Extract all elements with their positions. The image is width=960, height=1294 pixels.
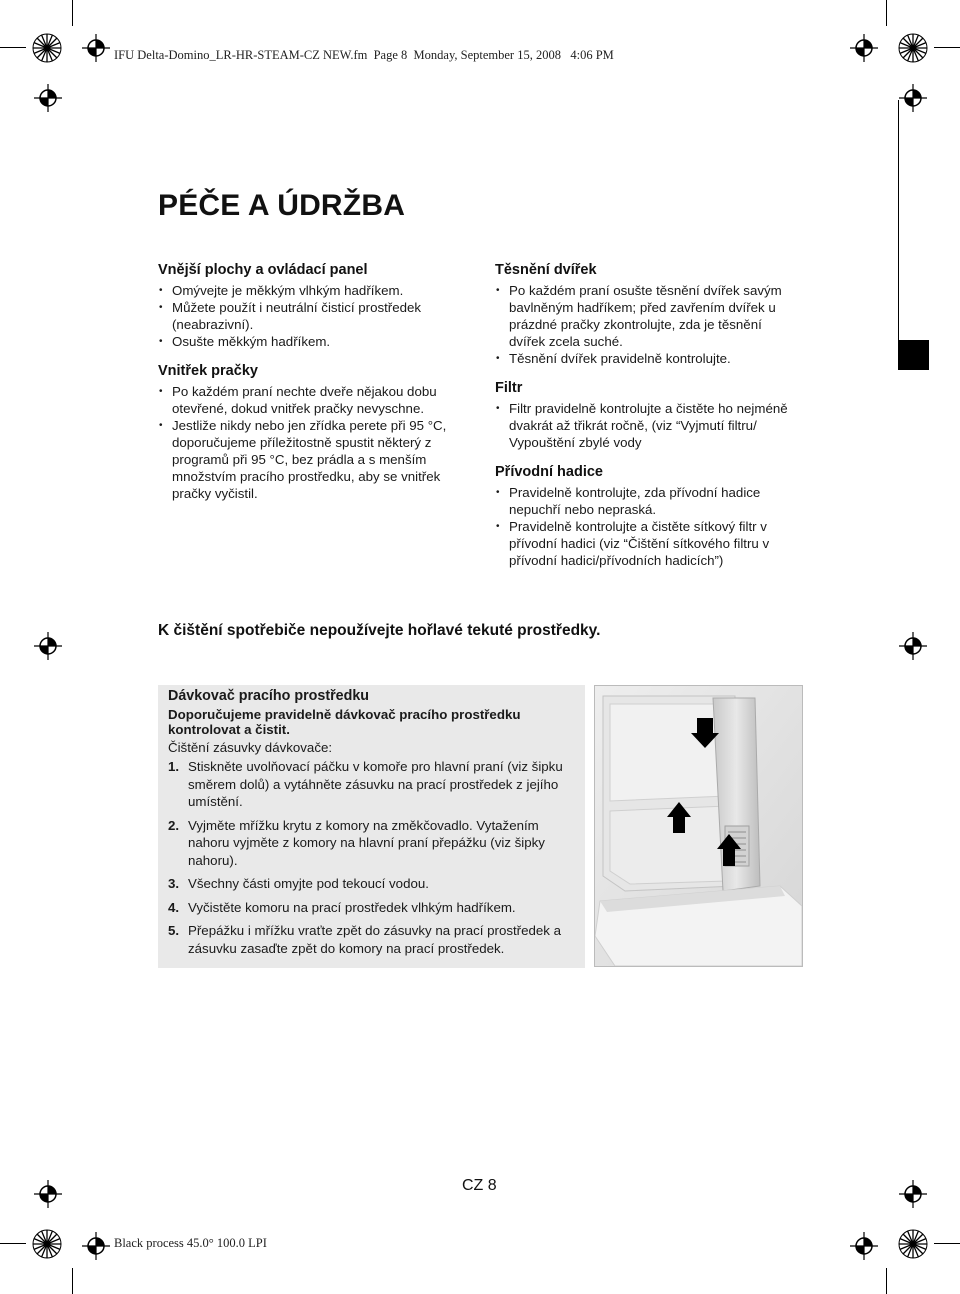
section-heading: Filtr <box>495 380 523 396</box>
slug-file: IFU Delta-Domino_LR-HR-STEAM-CZ NEW.fm <box>114 48 368 62</box>
step-number: 3. <box>168 876 180 891</box>
list-item: • Po každém praní osušte těsnění dvířek savým bavlněným hadříkem; před zavřením dvířek u prázdné pračky zkontrolujte, zda je těsnění dvířek zcela suché. <box>495 282 795 350</box>
step-number: 2. <box>168 817 180 833</box>
list-item: • Můžete použít i neutrální čisticí prostředek (neabrazivní). <box>158 299 476 333</box>
bullet-list <box>495 400 795 451</box>
registration-star-icon <box>32 1229 62 1259</box>
step-text: Všechny části omyjte pod tekoucí vodou. <box>188 876 429 891</box>
crop-mark <box>886 1268 887 1294</box>
crop-mark <box>934 1243 960 1244</box>
registration-mark-icon <box>850 1232 878 1260</box>
step-item <box>168 875 575 893</box>
list-item: • Pravidelně kontrolujte, zda přívodní hadice nepuchří nebo nepraská. <box>495 484 795 518</box>
warning-text: K čištění spotřebiče nepoužívejte hořlavé tekuté prostředky. <box>158 622 601 639</box>
bullet-list <box>158 282 476 350</box>
crop-mark <box>0 1243 26 1244</box>
registration-mark-icon <box>82 34 110 62</box>
left-column <box>158 262 476 515</box>
step-number: 5. <box>168 923 180 938</box>
dispenser-intro: Čištění zásuvky dávkovače: <box>168 739 333 755</box>
section-heading: Přívodní hadice <box>495 464 603 480</box>
list-item: • Jestliže nikdy nebo jen zřídka perete při 95 °C, doporučujeme příležitostně spustit některý z programů při 95 °C, bez prádla a s menším množstvím pracího prostředku, aby se vnitřek pračky vyčistil. <box>158 417 476 502</box>
slug-time: 4:06 PM <box>570 48 614 62</box>
crop-mark <box>72 1268 73 1294</box>
crop-mark <box>72 0 73 26</box>
page-title: PÉČE A ÚDRŽBA <box>158 189 406 222</box>
registration-star-icon <box>32 33 62 63</box>
step-text: Vyčistěte komoru na prací prostředek vlhkým hadříkem. <box>188 899 516 915</box>
steps-list <box>168 758 575 957</box>
registration-mark-icon <box>899 632 927 660</box>
print-slug-top <box>114 48 614 63</box>
dispenser-drawer-photo <box>594 685 803 967</box>
step-text: Vyjměte mřížku krytu z komory na změkčovadlo. Vytažením nahoru vyjměte z komory na hlavní praní přepážku (viz šipky nahoru). <box>188 817 545 868</box>
section-heading: Těsnění dvířek <box>495 262 597 278</box>
registration-star-icon <box>898 33 928 63</box>
registration-mark-icon <box>34 84 62 112</box>
step-text: Stiskněte uvolňovací páčku v komoře pro hlavní praní (viz šipku směrem dolů) a vytáhněte zásuvku na prací prostředek z jejího umístění. <box>188 759 563 809</box>
crop-mark <box>886 0 887 26</box>
crop-mark <box>0 47 26 48</box>
step-number: 1. <box>168 759 180 774</box>
dispenser-heading: Dávkovač pracího prostředku <box>168 688 370 704</box>
registration-mark-icon <box>899 1180 927 1208</box>
list-item: • Těsnění dvířek pravidelně kontrolujte. <box>495 350 795 367</box>
slug-date: Monday, September 15, 2008 <box>413 48 561 62</box>
step-number: 4. <box>168 899 180 915</box>
list-item: • Osušte měkkým hadříkem. <box>158 333 476 350</box>
list-item: • Omývejte je měkkým vlhkým hadříkem. <box>158 282 476 299</box>
registration-mark-icon <box>850 34 878 62</box>
bullet-list <box>158 383 476 502</box>
step-item <box>168 899 575 917</box>
list-item: • Pravidelně kontrolujte a čistěte sítkový filtr v přívodní hadici (viz “Čištění sítkového filtru v přívodní hadici/přívodních hadicích”) <box>495 518 795 569</box>
registration-mark-icon <box>34 632 62 660</box>
bullet-list <box>495 282 795 367</box>
step-item <box>168 758 575 811</box>
step-item <box>168 922 575 957</box>
step-item <box>168 817 575 870</box>
registration-star-icon <box>898 1229 928 1259</box>
bullet-list <box>495 484 795 569</box>
page-number: CZ 8 <box>462 1177 497 1194</box>
registration-mark-icon <box>82 1232 110 1260</box>
dispenser-subheading: Doporučujeme pravidelně dávkovač pracího prostředku kontrolovat a čistit. <box>168 706 521 737</box>
step-text: Přepážku i mřížku vraťte zpět do zásuvky na prací prostředek a zásuvku zasaďte zpět do komory na prací prostředek. <box>188 923 562 956</box>
section-heading: Vnější plochy a ovládací panel <box>158 262 368 278</box>
section-heading: Vnitřek pračky <box>158 363 258 379</box>
right-column <box>495 262 795 582</box>
list-item: • Po každém praní nechte dveře nějakou dobu otevřené, dokud vnitřek pračky nevyschne. <box>158 383 476 417</box>
slug-page: Page 8 <box>373 48 408 62</box>
side-tab-marker <box>898 340 929 370</box>
crop-mark <box>934 47 960 48</box>
print-slug-bottom: Black process 45.0° 100.0 LPI <box>114 1236 267 1250</box>
list-item: • Filtr pravidelně kontrolujte a čistěte ho nejméně dvakrát až třikrát ročně, (viz “Vyjmutí filtru/ Vypouštění zbylé vody <box>495 400 795 451</box>
dispenser-instructions-box <box>158 685 585 968</box>
side-tab-line <box>898 100 930 370</box>
registration-mark-icon <box>34 1180 62 1208</box>
